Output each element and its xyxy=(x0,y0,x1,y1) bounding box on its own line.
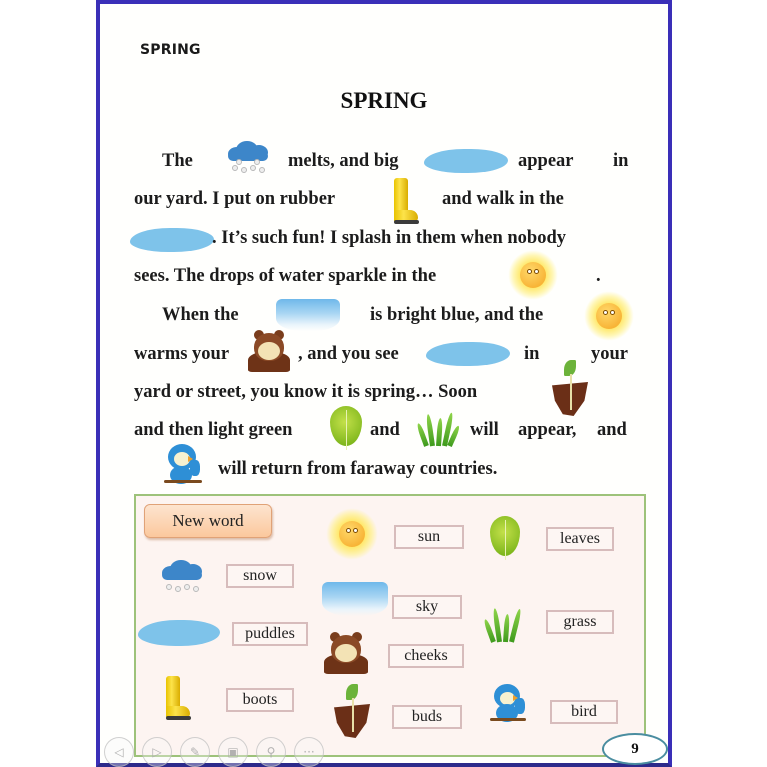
more-options-button[interactable]: ··· xyxy=(294,737,324,767)
puddle-icon xyxy=(130,228,214,252)
word-tag-puddles[interactable]: puddles xyxy=(232,622,308,646)
sun-icon xyxy=(508,250,558,300)
story-text: When the xyxy=(162,305,239,325)
story-text: your xyxy=(591,344,628,364)
next-page-button[interactable]: ▷ xyxy=(142,737,172,767)
bird-icon xyxy=(160,440,204,490)
story-text: and walk in the xyxy=(442,189,564,209)
grass-icon xyxy=(420,410,456,446)
bird-icon xyxy=(488,682,528,730)
story-text: melts, and big xyxy=(288,151,399,171)
new-word-panel xyxy=(134,494,646,757)
story-text: . xyxy=(596,266,601,286)
story-text: appear xyxy=(518,151,574,171)
story-text: in xyxy=(613,151,629,171)
word-tag-grass[interactable]: grass xyxy=(546,610,614,634)
story-text: will xyxy=(470,420,499,440)
sun-icon xyxy=(326,508,378,560)
book-page xyxy=(96,0,672,767)
word-tag-leaves[interactable]: leaves xyxy=(546,527,614,551)
sky-icon xyxy=(322,582,388,616)
boot-icon xyxy=(386,176,420,226)
leaf-icon xyxy=(328,404,364,452)
word-tag-cheeks[interactable]: cheeks xyxy=(388,644,464,668)
story-text: and xyxy=(597,420,627,440)
story-text: will return from faraway countries. xyxy=(218,459,498,479)
viewer-toolbar xyxy=(104,737,324,767)
hamster-icon xyxy=(246,330,292,372)
leaf-icon xyxy=(486,512,522,564)
sky-icon xyxy=(276,299,340,331)
story-text: . It’s such fun! I splash in them when nobody xyxy=(212,228,567,248)
sprout-icon xyxy=(550,358,590,418)
story-text: yard or street, you know it is spring… Soon xyxy=(134,382,478,402)
puddle-icon xyxy=(424,149,508,173)
story-text: in xyxy=(524,344,540,364)
previous-page-button[interactable]: ◁ xyxy=(104,737,134,767)
story-text: warms your xyxy=(134,344,230,364)
story-text: appear, xyxy=(518,420,577,440)
story-text: sees. The drops of water sparkle in the xyxy=(134,266,437,286)
word-tag-buds[interactable]: buds xyxy=(392,705,462,729)
camera-button[interactable]: ▣ xyxy=(218,737,248,767)
boot-icon xyxy=(160,674,196,724)
story-text: , and you see xyxy=(298,344,399,364)
pen-tool-button[interactable]: ✎ xyxy=(180,737,210,767)
story-text: and xyxy=(370,420,400,440)
sun-icon xyxy=(584,291,634,341)
word-tag-snow[interactable]: snow xyxy=(226,564,294,588)
word-tag-bird[interactable]: bird xyxy=(550,700,618,724)
word-tag-boots[interactable]: boots xyxy=(226,688,294,712)
page-number: 9 xyxy=(602,733,668,765)
puddle-icon xyxy=(426,342,510,366)
story-text: is bright blue, and the xyxy=(370,305,544,325)
new-word-button[interactable]: New word xyxy=(144,504,272,538)
story-text: The xyxy=(162,151,193,171)
story-text: and then light green xyxy=(134,420,293,440)
puddle-icon xyxy=(138,620,220,646)
snow-cloud-icon xyxy=(224,139,270,177)
snow-cloud-icon xyxy=(158,558,204,596)
page-title: SPRING xyxy=(340,88,428,113)
word-tag-sky[interactable]: sky xyxy=(392,595,462,619)
grass-icon xyxy=(488,602,520,642)
word-tag-sun[interactable]: sun xyxy=(394,525,464,549)
sprout-icon xyxy=(332,682,372,740)
zoom-button[interactable]: ⚲ xyxy=(256,737,286,767)
hamster-icon xyxy=(322,632,370,676)
chapter-header: SPRING xyxy=(140,42,201,58)
story-text: our yard. I put on rubber xyxy=(134,189,336,209)
